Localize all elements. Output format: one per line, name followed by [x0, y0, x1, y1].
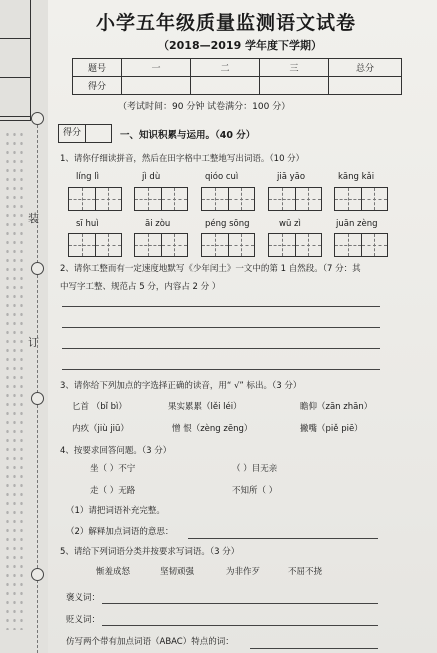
tianzige-box[interactable] [334, 187, 388, 211]
word-item: 为非作歹 [226, 567, 261, 577]
pinyin-9: wū zì [279, 219, 301, 229]
binding-hole-icon [31, 112, 44, 125]
binding-hole-icon [31, 262, 44, 275]
tianzige-box[interactable] [334, 233, 388, 257]
tianzige-box[interactable] [201, 233, 255, 257]
tianzige-box[interactable] [68, 187, 122, 211]
tianzige-box[interactable] [268, 233, 322, 257]
answer-line[interactable] [62, 327, 380, 328]
pronunciation-item[interactable]: 内疚（jiù jiū） [72, 424, 129, 434]
score-header-1: 一 [122, 59, 191, 77]
question-4-prompt: 4、按要求回答问题。（3 分） [60, 446, 172, 456]
idiom-blank[interactable]: 走（ ）无路 [90, 486, 136, 496]
score-cell[interactable] [260, 77, 329, 95]
score-cell[interactable] [191, 77, 260, 95]
score-header-number: 题号 [73, 59, 122, 77]
score-cell[interactable] [122, 77, 191, 95]
idiom-blank[interactable]: 坐（ ）不宁 [90, 464, 136, 474]
answer-line[interactable] [102, 603, 378, 604]
score-cell[interactable] [329, 77, 402, 95]
paper-title: 小学五年级质量监测语文试卷 [96, 12, 357, 34]
binding-strip [0, 0, 48, 653]
scorebox-field[interactable] [86, 125, 111, 142]
question-4-sub2: （2）解释加点词语的意思： [66, 527, 174, 537]
answer-line[interactable] [102, 625, 378, 626]
answer-line[interactable] [62, 369, 380, 370]
question-4-sub1: （1）请把词语补充完整。 [66, 506, 165, 516]
pinyin-4: jiā yāo [277, 172, 306, 182]
question-2-prompt-cont: 中写字工整、规范占 5 分，内容占 2 分 ） [60, 282, 221, 292]
pronunciation-item[interactable]: 匕首 （bǐ bì） [72, 402, 127, 412]
pinyin-3: qióo cuì [205, 172, 239, 182]
section-scorebox [58, 124, 112, 143]
exam-info: （考试时间：90 分钟 试卷满分：100 分） [118, 102, 291, 112]
pronunciation-item[interactable]: 果实累累（lěi léi） [168, 402, 242, 412]
score-row-label: 得分 [73, 77, 122, 95]
word-item: 不屈不挠 [288, 567, 323, 577]
tianzige-box[interactable] [134, 233, 188, 257]
answer-line[interactable] [62, 348, 380, 349]
idiom-blank[interactable]: 不知所（ ） [232, 486, 278, 496]
tianzige-box[interactable] [68, 233, 122, 257]
answer-line[interactable] [188, 538, 378, 539]
word-item: 惭羞成怒 [96, 567, 131, 577]
perforation-dots [4, 130, 24, 630]
paper-subtitle: （2018—2019 学年度下学期） [158, 39, 323, 52]
tianzige-box[interactable] [201, 187, 255, 211]
pinyin-6: sī huì [76, 219, 99, 229]
pinyin-10: juān zèng [336, 219, 378, 229]
score-table [72, 58, 402, 95]
score-header-total: 总分 [329, 59, 402, 77]
word-item: 坚韧顽强 [160, 567, 195, 577]
pronunciation-item[interactable]: 憎 恨（zèng zēng） [172, 424, 253, 434]
question-1-prompt: 1、请你仔细读拼音，然后在田字格中工整地写出词语。（10 分） [60, 154, 305, 164]
derogatory-label: 贬义词： [66, 615, 101, 625]
pinyin-2: jì dù [142, 172, 161, 182]
abac-label: 仿写两个带有加点词语（ABAC）特点的词： [66, 637, 234, 647]
binding-char-zhuang: 装 [28, 212, 39, 225]
pinyin-1: líng lì [76, 172, 99, 182]
pinyin-5: kāng kǎi [338, 172, 375, 182]
question-3-prompt: 3、请你给下列加点的字选择正确的读音，用“ √” 标出。（3 分） [60, 381, 302, 391]
commendatory-label: 褒义词： [66, 593, 101, 603]
binding-hole-icon [31, 392, 44, 405]
scorebox-label: 得分 [59, 125, 86, 142]
question-5-prompt: 5、请给下列词语分类并按要求写词语。（3 分） [60, 547, 240, 557]
pronunciation-item[interactable]: 瞻仰（zān zhān） [300, 402, 373, 412]
score-header-3: 三 [260, 59, 329, 77]
tianzige-box[interactable] [134, 187, 188, 211]
answer-line[interactable] [62, 306, 380, 307]
pronunciation-item[interactable]: 撇嘴（piě piē） [300, 424, 363, 434]
question-2-prompt: 2、请你工整而有一定速度地默写《少年闰土》一文中的第 1 自然段。（7 分：其 [60, 264, 361, 274]
pinyin-8: péng sōng [205, 219, 250, 229]
binding-char-ding: 订 [28, 336, 39, 349]
binding-hole-icon [31, 568, 44, 581]
score-header-2: 二 [191, 59, 260, 77]
section-title: 一、知识积累与运用。（40 分） [120, 130, 256, 141]
binding-box [0, 0, 31, 121]
answer-line[interactable] [250, 648, 378, 649]
pinyin-7: āi zòu [145, 219, 171, 229]
idiom-blank[interactable]: （ ）目无亲 [232, 464, 278, 474]
tianzige-box[interactable] [268, 187, 322, 211]
